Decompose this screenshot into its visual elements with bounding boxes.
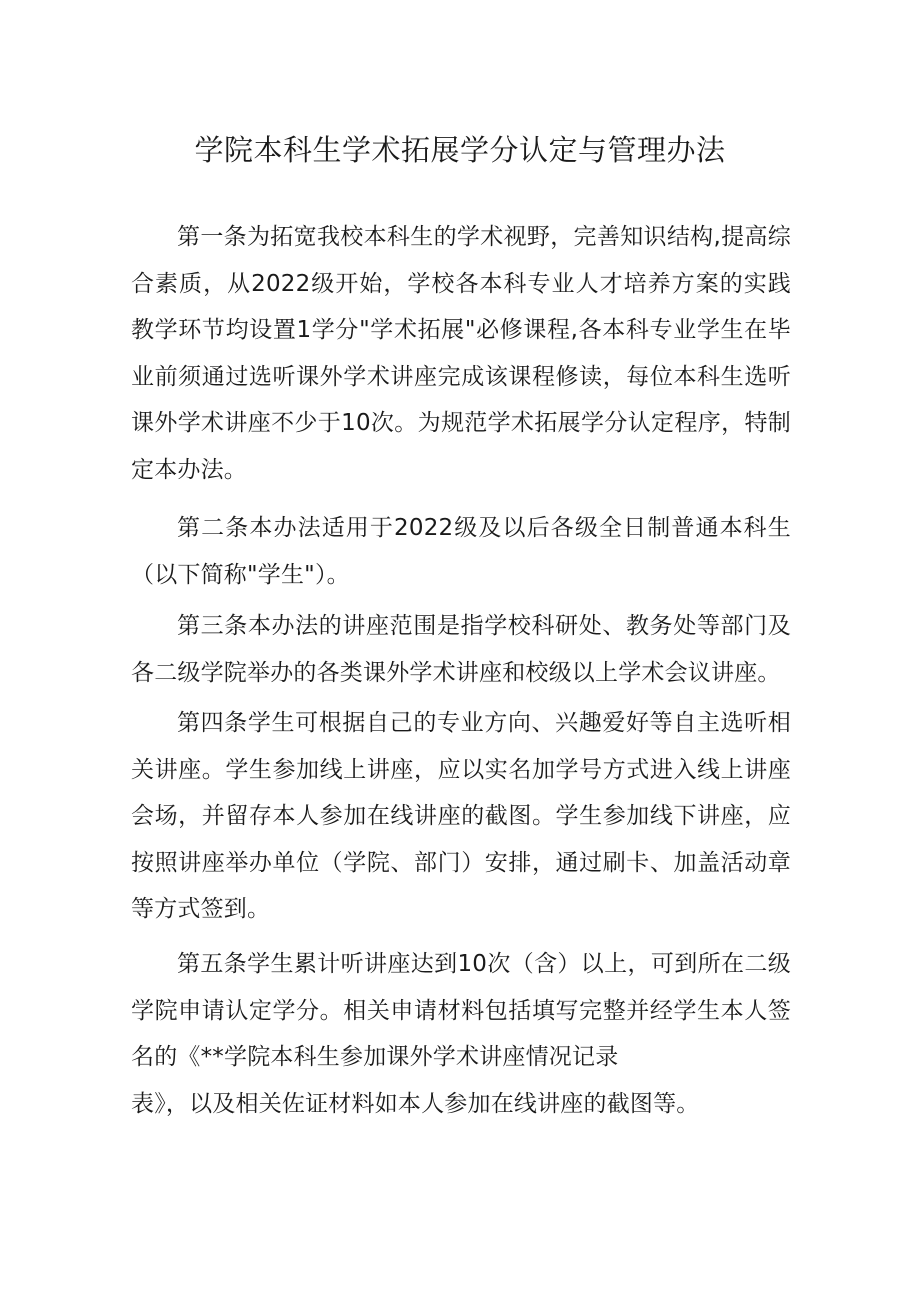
article-5-continuation: 表》，以及相关佐证材料如本人参加在线讲座的截图等。 xyxy=(131,1090,700,1117)
article-5 xyxy=(131,941,791,1127)
article-1: 第一条为拓宽我校本科生的学术视野，完善知识结构,提高综合素质，从2022级开始，学校各本科专业人才培养方案的实践教学环节均设置1学分"学术拓展"必修课程,各本科专业学生在毕业前须通过选听课外学术讲座完成该课程修读，每位本科生选听课外学术讲座不少于10次。为规范学术拓展学分认定程序，特制定本办法。 xyxy=(131,224,791,483)
article-2: 第二条本办法适用于2022级及以后各级全日制普通本科生（以下简称"学生"）。 xyxy=(131,515,791,588)
document-title: 学院本科生学术拓展学分认定与管理办法 xyxy=(194,133,726,167)
article-4: 第四条学生可根据自己的专业方向、兴趣爱好等自主选听相关讲座。学生参加线上讲座，应以实名加学号方式进入线上讲座会场，并留存本人参加在线讲座的截图。学生参加线下讲座，应按照讲座举办单位（学院、部门）安排，通过刷卡、加盖活动章等方式签到。 xyxy=(131,710,791,922)
article-3: 第三条本办法的讲座范围是指学校科研处、教务处等部门及各二级学院举办的各类课外学术讲座和校级以上学术会议讲座。 xyxy=(131,613,791,686)
article-5-text: 第五条学生累计听讲座达到10次（含）以上，可到所在二级学院申请认定学分。相关申请材料包括填写完整并经学生本人签名的《**学院本科生参加课外学术讲座情况记录 xyxy=(131,951,791,1070)
